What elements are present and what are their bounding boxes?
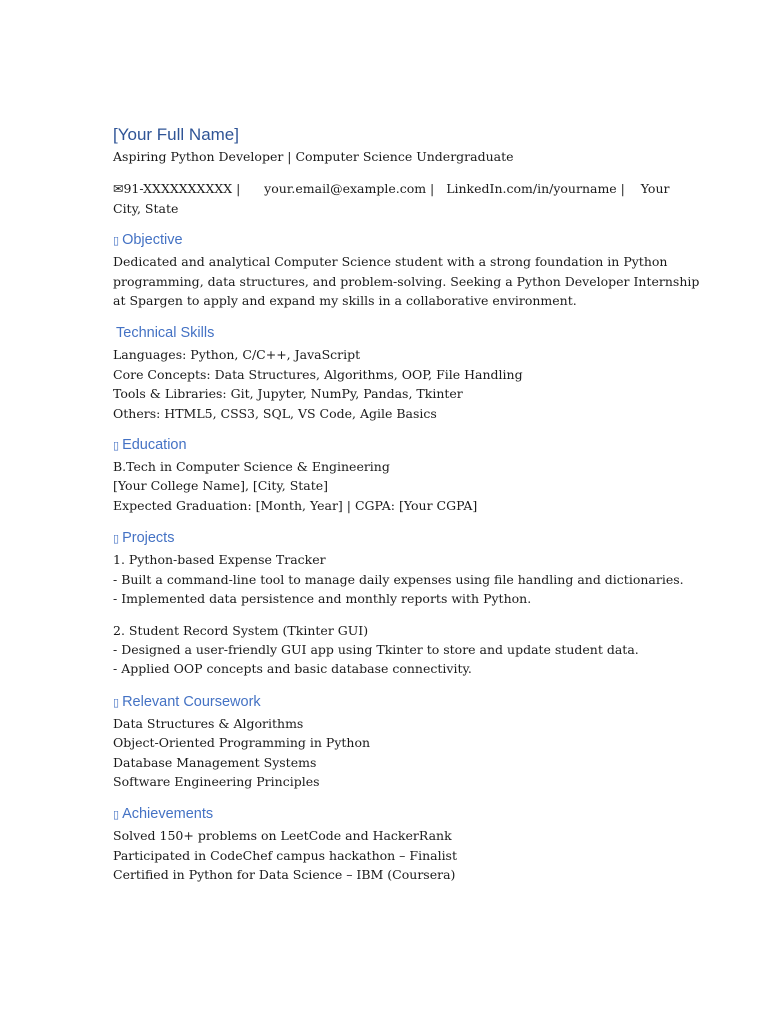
objective-text-line: Dedicated and analytical Computer Science student with a strong foundation in Python xyxy=(113,254,668,270)
education-line: [Your College Name], [City, State] xyxy=(113,478,329,494)
education-heading xyxy=(113,435,673,455)
objective-title: Objective xyxy=(122,232,183,249)
full-name: [Your Full Name] xyxy=(113,125,239,144)
skills-heading xyxy=(113,323,673,343)
education-line: Expected Graduation: [Month, Year] | CGPA: [Your CGPA] xyxy=(113,497,478,513)
project-title: 2. Student Record System (Tkinter GUI) xyxy=(113,622,369,638)
missing-glyph-icon: ▯ xyxy=(113,533,120,546)
coursework-item: Object-Oriented Programming in Python xyxy=(113,735,371,751)
coursework-item: Data Structures & Algorithms xyxy=(113,715,304,731)
skills-title: Technical Skills xyxy=(116,325,215,342)
achievements-heading xyxy=(113,804,673,824)
resume-page xyxy=(113,124,700,885)
project-bullet: - Built a command-line tool to manage daily expenses using file handling and dictionaries. xyxy=(113,571,684,587)
missing-glyph-icon: ▯ xyxy=(113,440,120,453)
objective-heading xyxy=(113,230,673,250)
missing-glyph-icon: ▯ xyxy=(113,809,120,822)
skills-line: Others: HTML5, CSS3, SQL, VS Code, Agile Basics xyxy=(113,405,437,421)
education-line: B.Tech in Computer Science & Engineering xyxy=(113,459,390,475)
achievement-item: Participated in CodeChef campus hackathon – Finalist xyxy=(113,847,458,863)
project-bullet: - Designed a user-friendly GUI app using Tkinter to store and update student data. xyxy=(113,641,639,657)
education-title: Education xyxy=(122,437,187,454)
coursework-item: Database Management Systems xyxy=(113,754,317,770)
coursework-item: Software Engineering Principles xyxy=(113,773,320,789)
skills-line: Languages: Python, C/C++, JavaScript xyxy=(113,347,361,363)
objective-text-line: programming, data structures, and problem-solving. Seeking a Python Developer Internship xyxy=(113,273,700,289)
missing-glyph-icon: ▯ xyxy=(113,696,120,709)
projects-heading xyxy=(113,528,673,548)
missing-glyph-icon: ▯ xyxy=(113,235,120,248)
achievement-item: Solved 150+ problems on LeetCode and HackerRank xyxy=(113,828,452,844)
tagline: Aspiring Python Developer | Computer Science Undergraduate xyxy=(113,149,514,164)
project-title: 1. Python-based Expense Tracker xyxy=(113,552,326,568)
project-bullet: - Implemented data persistence and monthly reports with Python. xyxy=(113,591,532,607)
contact-location: City, State xyxy=(113,200,179,216)
contact-line: ✉91-XXXXXXXXXX | your.email@example.com | LinkedIn.com/in/yourname | Your xyxy=(113,181,670,197)
objective-text-line: at Spargen to apply and expand my skills in a collaborative environment. xyxy=(113,293,577,309)
achievement-item: Certified in Python for Data Science – IBM (Coursera) xyxy=(113,867,456,883)
skills-line: Core Concepts: Data Structures, Algorithms, OOP, File Handling xyxy=(113,366,523,382)
skills-line: Tools & Libraries: Git, Jupyter, NumPy, Pandas, Tkinter xyxy=(113,386,463,402)
coursework-heading xyxy=(113,692,673,712)
coursework-title: Relevant Coursework xyxy=(122,693,261,710)
project-bullet: - Applied OOP concepts and basic database connectivity. xyxy=(113,661,472,677)
projects-title: Projects xyxy=(122,530,175,547)
achievements-title: Achievements xyxy=(122,806,214,823)
